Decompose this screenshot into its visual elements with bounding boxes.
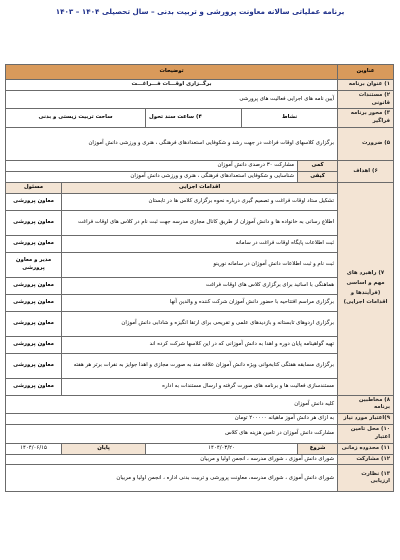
audience-value: کلیه دانش آموزان	[6, 395, 338, 414]
header-titles: عناوین	[338, 65, 394, 80]
program-table	[5, 64, 394, 492]
action-text: تهیه گواهینامه پایان دوره و اهدا به دانش آموزانی که در این کلاسها شرکت کرده اند	[62, 336, 338, 353]
axis-activity: نشاط	[242, 109, 338, 128]
necessity-label: ۵) ضرورت	[338, 128, 394, 161]
header-description: توضیحات	[6, 65, 338, 80]
action-row	[6, 378, 394, 395]
action-responsible: معاون پرورشی	[6, 378, 62, 395]
legal-basis-value: آیین نامه های اجرایی فعالیت های پرورشی	[6, 90, 338, 109]
goals-qualitative-label: کیفی	[298, 171, 338, 182]
goals-label: ۶) اهداف	[338, 161, 394, 183]
action-responsible: معاون پرورشی	[6, 210, 62, 235]
row-audience	[6, 395, 394, 414]
responsible-header: مسئول	[6, 182, 62, 193]
participants-value: شورای دانش آموزی ، شورای مدرسه ، انجمن اولیا و مربیان	[6, 454, 338, 465]
action-text: اطلاع رسانی به خانواده ها و دانش آموزان از طریق کانال مجازی مدرسه جهت ثبت نام در کلاس های اوقات فراغت	[62, 210, 338, 235]
document-title: برنامه عملیاتی سالانه معاونت پرورشی و تربیت بدنی – سال تحصیلی ۱۴۰۴ – ۱۴۰۳	[55, 7, 345, 16]
row-necessity	[6, 128, 394, 161]
timeline-label: ۱۱) محدوده زمانی	[338, 443, 394, 454]
action-row	[6, 210, 394, 235]
action-text: ثبت اطلاعات پایگاه اوقات فراغت در سامانه	[62, 235, 338, 252]
action-row	[6, 336, 394, 353]
action-responsible: معاون پرورشی	[6, 193, 62, 210]
evaluation-value: شورای دانش آموزی ، شورای مدرسه، معاونت پرورشی و تربیت بدنی اداره ، انجمن اولیا و مربیان	[6, 465, 338, 492]
row-program-title	[6, 80, 394, 91]
funding-value: مشارکت دانش آموزان در تامین هزینه های کلاس	[6, 425, 338, 444]
action-responsible: معاون پرورشی	[6, 277, 62, 294]
action-row	[6, 294, 394, 311]
action-responsible: معاون پرورشی	[6, 336, 62, 353]
action-text: هماهنگی با اساتید برای برگزاری کلاس های اوقات فراغت	[62, 277, 338, 294]
necessity-value: برگزاری کلاسهای اوقات فراغت در جهت رشد و شکوفایی استعدادهای فرهنگی ، هنری و ورزشی دانش آموزان	[6, 128, 338, 161]
action-responsible: معاون پرورشی	[6, 353, 62, 378]
goals-quantitative-label: کمی	[298, 161, 338, 172]
row-budget	[6, 414, 394, 425]
row-goals-qualitative	[6, 171, 394, 182]
budget-label: ۹)اعتبار مورد نیاز	[338, 414, 394, 425]
funding-label: ۱۰) محل تامین اعتبار	[338, 425, 394, 444]
actions-header: اقدامات اجرایی	[62, 182, 338, 193]
action-responsible: مدیر و معاون پرورشی	[6, 252, 62, 277]
action-text: برگزاری اردوهای تابستانه و بازدیدهای علمی و تفریحی برای ارتقا انگیزه و شادابی دانش آموزان	[62, 311, 338, 336]
legal-basis-label: ۲) مستندات قانونی	[338, 90, 394, 109]
action-responsible: معاون پرورشی	[6, 235, 62, 252]
action-text: تشکیل ستاد اوقات فراغت و تصمیم گیری درباره نحوه برگزاری کلاس ها در تابستان	[62, 193, 338, 210]
hours-label: ۴) ساعت سند تحول	[146, 109, 242, 128]
goals-qualitative-value: شناسایی و شکوفایی استعدادهای فرهنگی ، هنری و ورزشی دانش آموزان	[6, 171, 298, 182]
row-evaluation	[6, 465, 394, 492]
evaluation-label: ۱۳) نظارت ارزیابی	[338, 465, 394, 492]
audience-label: ۸) مخاطبین برنامه	[338, 395, 394, 414]
action-responsible: معاون پرورشی	[6, 294, 62, 311]
row-participants	[6, 454, 394, 465]
row-legal-basis	[6, 90, 394, 109]
budget-value: به ازای هر دانش آموز ماهیانه ۲۰۰۰۰۰ تومان	[6, 414, 338, 425]
axis-label: ۳) محور برنامه فراگیر	[338, 109, 394, 128]
timeline-end-value: ۱۴۰۴/۰۶/۱۵	[6, 443, 62, 454]
action-text: ثبت نام و ثبت اطلاعات دانش آموزان در سامانه نورینو	[62, 252, 338, 277]
action-responsible: معاون پرورشی	[6, 311, 62, 336]
row-goals-quantitative	[6, 161, 394, 172]
participants-label: ۱۲) مشارکت	[338, 454, 394, 465]
action-text: برگزاری مراسم افتتاحیه با حضور دانش آموزان شرکت کننده و والدین آنها	[62, 294, 338, 311]
row-funding	[6, 425, 394, 444]
action-row	[6, 353, 394, 378]
row-strategies-header	[6, 182, 394, 193]
action-row	[6, 311, 394, 336]
program-title-value: برگــزاری اوقـــات فـــراغـــت	[6, 80, 338, 91]
goals-quantitative-value: مشارکت ۳۰ درصدی دانش آموزان	[6, 161, 298, 172]
action-row	[6, 277, 394, 294]
action-row	[6, 252, 394, 277]
row-axis	[6, 109, 394, 128]
program-title-label: ۱) عنوان برنامه	[338, 80, 394, 91]
strategies-label: ۷) راهبرد های مهم و اساسی (فرآیندها و اقدامات اجرایی)	[338, 182, 394, 395]
action-text: مستندسازی فعالیت ها و برنامه های صورت گرفته و ارسال مستندات به اداره	[62, 378, 338, 395]
action-row	[6, 193, 394, 210]
timeline-start-value: ۱۴۰۴/۰۳/۲۰	[146, 443, 298, 454]
timeline-start-label: شروع	[298, 443, 338, 454]
table-header	[6, 65, 394, 80]
row-timeline	[6, 443, 394, 454]
action-row	[6, 235, 394, 252]
hours-value: ساحت تربیت زیستی و بدنی	[6, 109, 146, 128]
timeline-end-label: پایان	[62, 443, 146, 454]
action-text: برگزاری مسابقه هفتگی کتابخوانی ویژه دانش آموزان علاقه مند به صورت مجازی و اهدا جوایز به نفرات برتر هر هفته	[62, 353, 338, 378]
